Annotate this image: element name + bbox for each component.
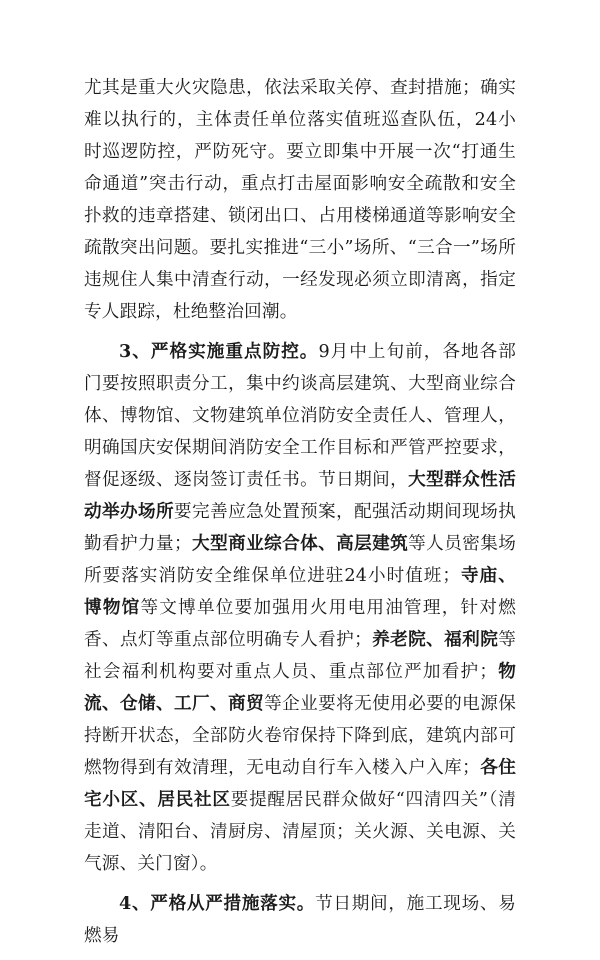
paragraph-text: 等企业要将无使用必要的电源保持断开状态，全部防火卷帘保持下降到底，建筑内部可燃物得到有效清理，无电动自行车入楼入户入库；: [84, 694, 516, 778]
paragraph-text: 尤其是重大火灾隐患，依法采取关停、查封措施；确实难以执行的，主体责任单位落实值班巡查队伍，24小时巡逻防控，严防死守。要立即集中开展一次“打通生命通道”突击行动，重点打击屋面影响安全疏散和安全扑救的违章搭建、锁闭出口、占用楼梯通道等影响安全疏散突出问题。要扎实推进“三小”场所、“三合一”场所违规住人集中清查行动，一经发现必须立即清离，指定专人跟踪，杜绝整治回潮。: [84, 78, 516, 322]
paragraph-text: 要完善应急处置预案，配强活动期间现场执勤看护力量；: [84, 502, 516, 554]
bold-term: 物流、仓储、工厂、商贸: [84, 661, 516, 714]
bold-term: 大型群众性活动举办场所: [84, 469, 516, 522]
paragraph-text: 节日期间，施工现场、易燃易: [84, 894, 516, 946]
paragraph-text: 等人员密集场所要落实消防安全维保单位进驻24小时值班；: [84, 534, 517, 586]
paragraph-hazard-rectification: [84, 72, 516, 328]
paragraph-text: 要提醒居民群众做好“四清四关”（清走道、清阳台、清厨房、清屋顶；关火源、关电源、关气源、关门窗）。: [84, 790, 516, 874]
bold-term: 各住宅小区、居民社区: [84, 757, 517, 810]
paragraph-key-prevention: [84, 336, 516, 880]
paragraph-text: 等社会福利机构要对重点人员、重点部位严加看护；: [84, 630, 516, 682]
section-heading-4: 4、严格从严措施落实。: [119, 893, 316, 914]
document-body: [84, 72, 516, 960]
paragraph-strict-measures: [84, 888, 516, 952]
paragraph-text: 9月中上旬前，各地各部门要按照职责分工，集中约谈高层建筑、大型商业综合体、博物馆、文物建筑单位消防安全责任人、管理人，明确国庆安保期间消防安全工作目标和严管严控要求，督促逐级、逐岗签订责任书。节日期间，: [84, 342, 516, 490]
bold-term: 大型商业综合体、高层建筑: [191, 533, 409, 554]
bold-term: 寺庙、博物馆: [84, 565, 516, 618]
paragraph-text: 等文博单位要加强用火用电用油管理，针对燃香、点灯等重点部位明确专人看护；: [84, 598, 516, 650]
section-heading-3: 3、严格实施重点防控。: [119, 341, 319, 362]
bold-term: 养老院、福利院: [371, 629, 499, 650]
